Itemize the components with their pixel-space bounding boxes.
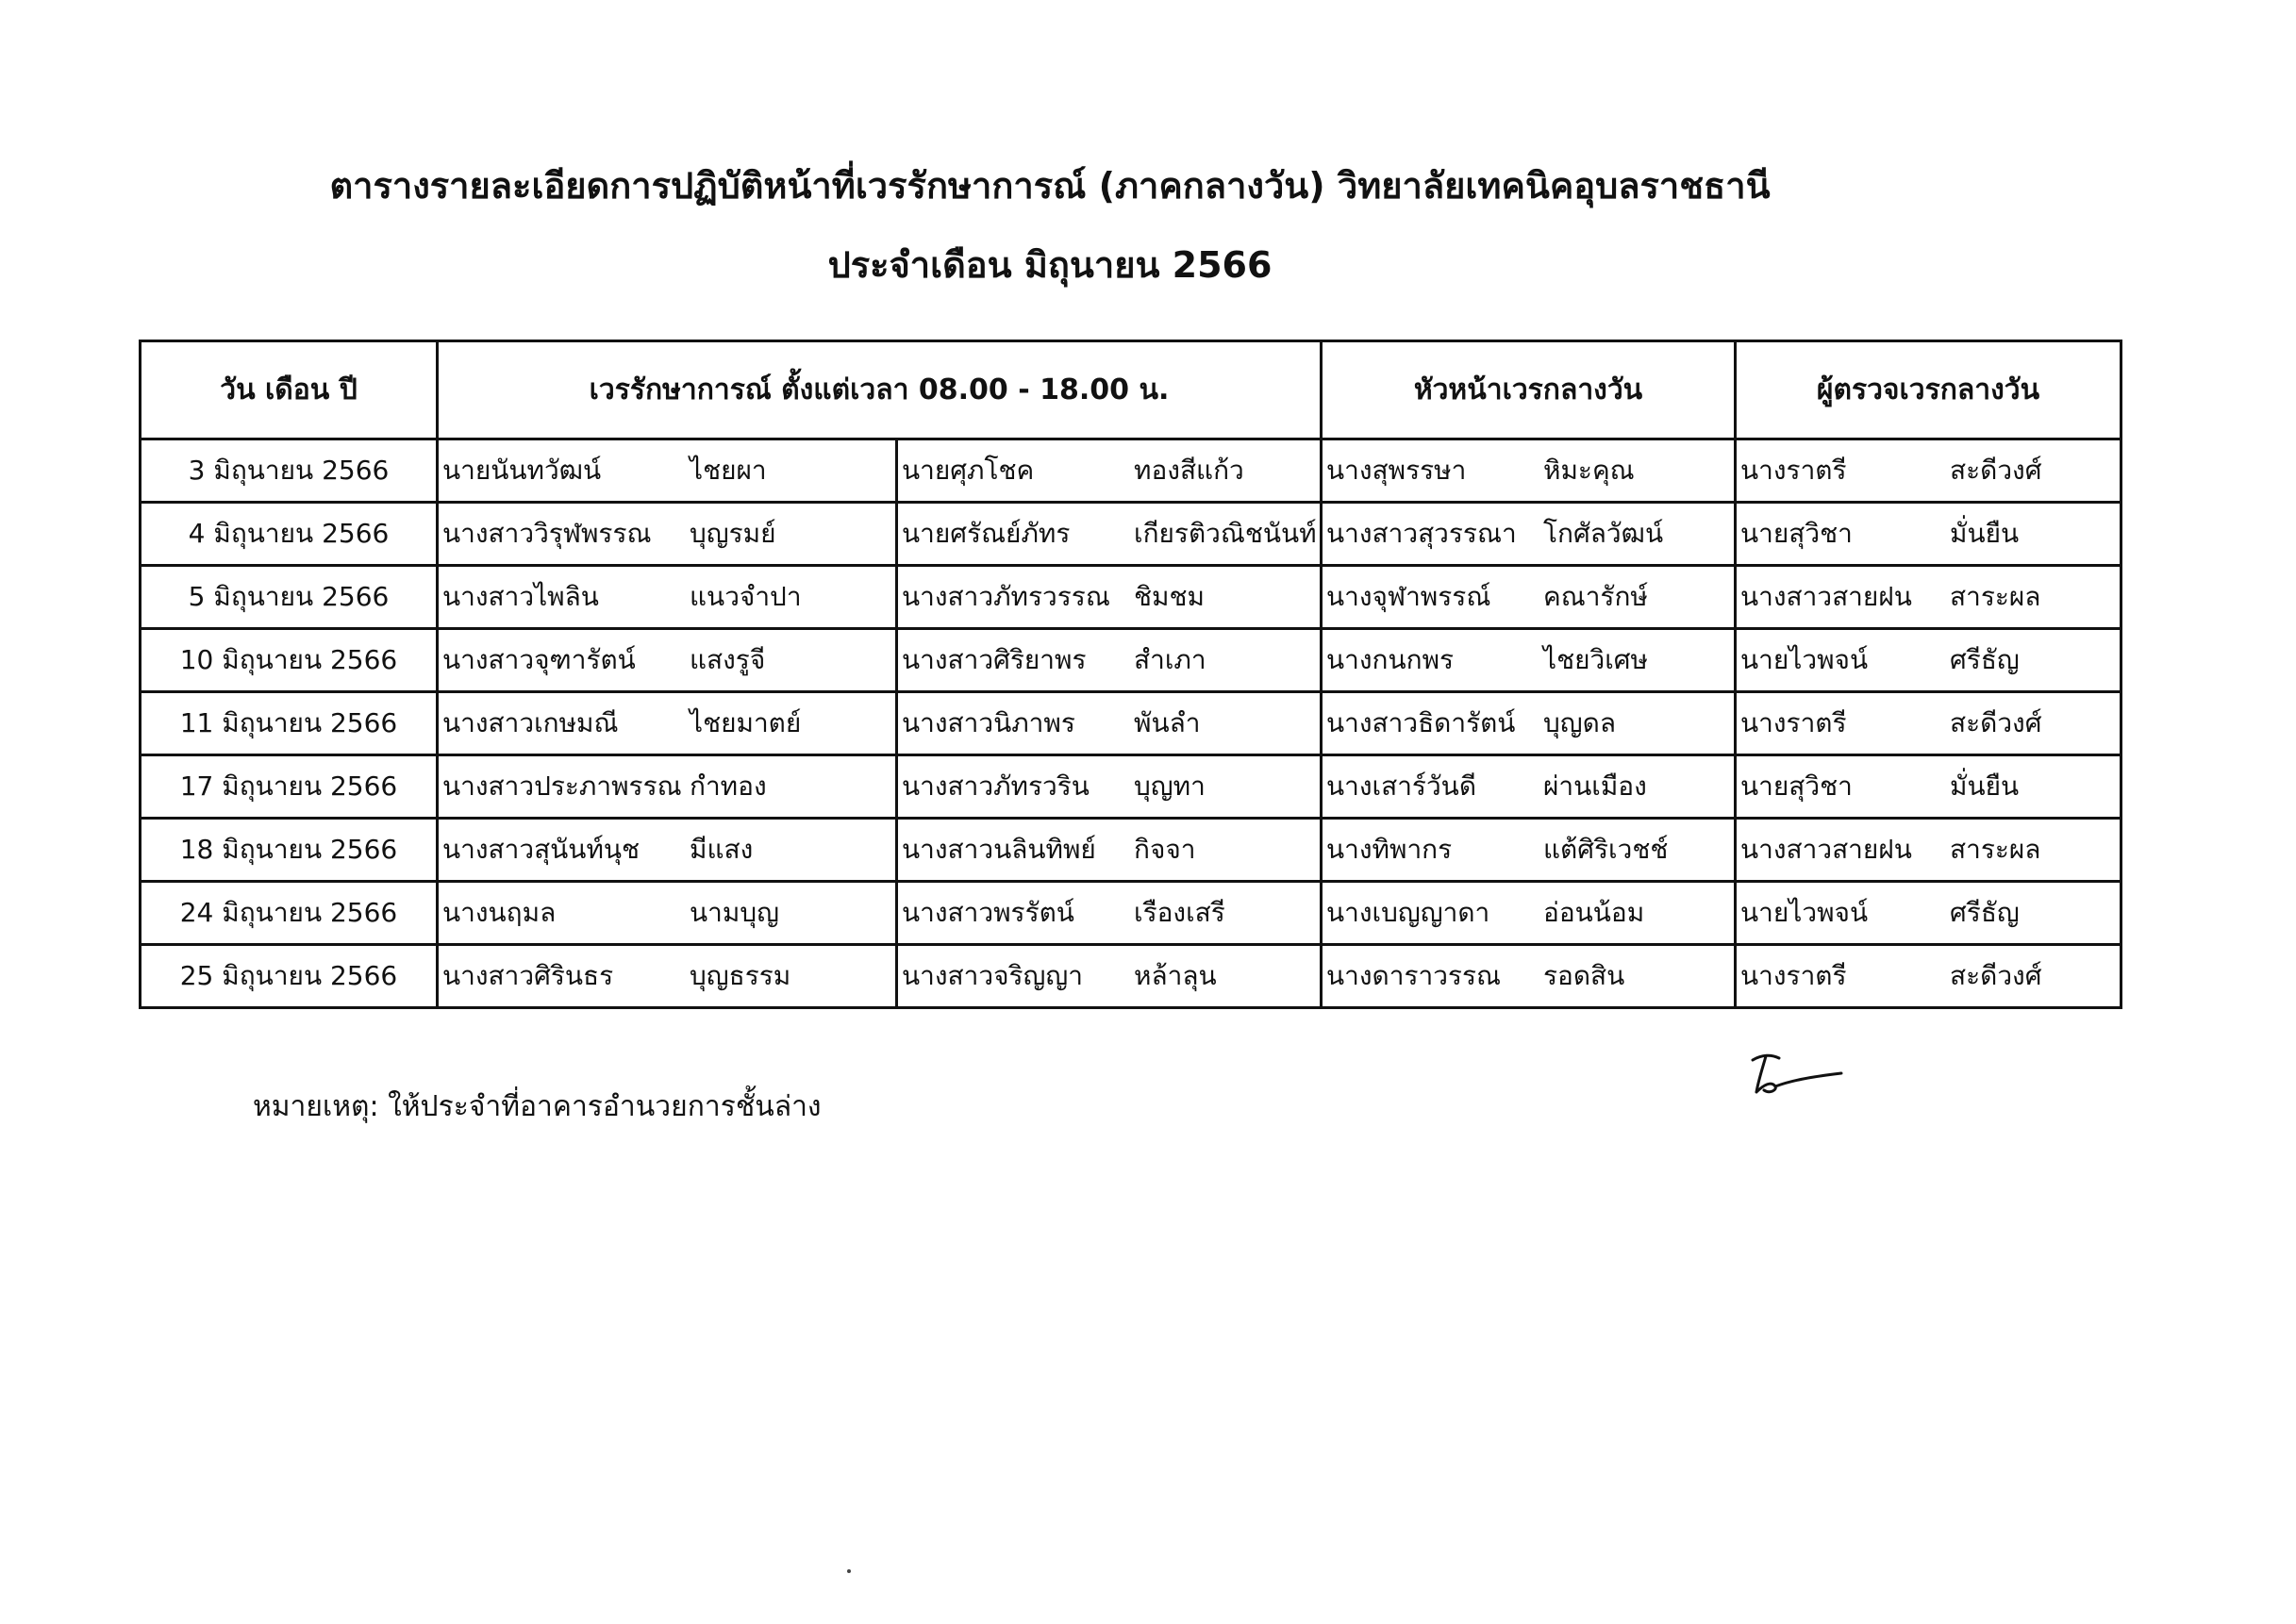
table-row [141,755,2121,819]
duty-person-2-cell [897,755,1322,819]
first-name: นางสาวภัทรวริน [902,771,1090,802]
duty-person-1 [439,883,895,943]
duty-person-2-cell [897,439,1322,503]
duty-person-1 [439,946,895,1006]
shift-inspector [1737,756,2120,817]
duty-person-2 [898,440,1320,501]
table-row [141,882,2121,945]
duty-person-1-cell [438,629,897,692]
shift-inspector [1737,504,2120,564]
first-name: นางสาวจริญญา [902,960,1083,991]
shift-inspector-cell [1736,882,2121,945]
first-name: นางสาวพรรัตน์ [902,897,1074,928]
duty-person-2-cell [897,503,1322,566]
first-name: นายศุภโชค [902,455,1035,486]
signature-mark [1743,1043,1847,1100]
shift-head-cell [1322,566,1736,629]
first-name: นางสาวประภาพรรณ [442,771,682,802]
shift-head-cell [1322,692,1736,755]
shift-head [1323,756,1734,817]
first-name: นางราตรี [1740,707,1847,738]
shift-head-cell [1322,629,1736,692]
last-name: สะดีวงศ์ [1950,707,2042,738]
last-name: เรืองเสรี [1134,897,1225,928]
first-name: นางทิพากร [1326,834,1453,865]
first-name: นายไวพจน์ [1740,644,1869,675]
duty-person-1 [439,567,895,627]
first-name: นางสาวภัทรวรรณ [902,581,1110,612]
last-name: ศรีธัญ [1950,644,2020,675]
duty-person-2 [898,883,1320,943]
first-name: นางสุพรรษา [1326,455,1467,486]
first-name: นางเบญญาดา [1326,897,1490,928]
first-name: นายสุวิชา [1740,518,1853,549]
shift-inspector-cell [1736,755,2121,819]
duty-person-1 [439,440,895,501]
shift-inspector-cell [1736,439,2121,503]
first-name: นางสาวธิดารัตน์ [1326,707,1516,738]
duty-person-1-cell [438,755,897,819]
shift-head-cell [1322,882,1736,945]
first-name: นางสาวสุนันท์นุช [442,834,641,865]
header-inspector: ผู้ตรวจเวรกลางวัน [1736,341,2121,439]
duty-person-1 [439,820,895,880]
duty-person-2 [898,504,1320,564]
shift-head [1323,630,1734,690]
shift-head-cell [1322,945,1736,1008]
shift-head [1323,567,1734,627]
last-name: ทองสีแก้ว [1134,455,1244,486]
first-name: นายสุวิชา [1740,771,1853,802]
last-name: สะดีวงศ์ [1950,960,2042,991]
shift-inspector [1737,820,2120,880]
last-name: สะดีวงศ์ [1950,455,2042,486]
first-name: นางสาวสายฝน [1740,834,1912,865]
table-row [141,692,2121,755]
first-name: นายนันทวัฒน์ [442,455,602,486]
document-subtitle: ประจำเดือน มิถุนายน 2566 [827,244,1273,286]
first-name: นางสาวศิริยาพร [902,644,1087,675]
shift-inspector [1737,693,2120,754]
shift-inspector-cell [1736,629,2121,692]
first-name: นางสาวนลินทิพย์ [902,834,1096,865]
date-cell: 24 มิถุนายน 2566 [141,882,438,945]
last-name: ชิมชม [1134,581,1205,612]
duty-person-1 [439,630,895,690]
footnote: หมายเหตุ: ให้ประจำที่อาคารอำนวยการชั้นล่าง [253,1090,822,1123]
shift-inspector-cell [1736,692,2121,755]
last-name: กำทอง [690,771,767,802]
first-name: นางสาวนิภาพร [902,707,1075,738]
last-name: คณารักษ์ [1543,581,1648,612]
first-name: นางสาวศิรินธร [442,960,614,991]
last-name: เกียรติวณิชนันท์ [1134,518,1317,549]
duty-person-2 [898,630,1320,690]
first-name: นางสาวสายฝน [1740,581,1912,612]
last-name: โกศัลวัฒน์ [1543,518,1664,549]
first-name: นางสาววิรุฬพรรณ [442,518,652,549]
duty-person-2 [898,693,1320,754]
table-row [141,503,2121,566]
shift-head-cell [1322,819,1736,882]
shift-head [1323,504,1734,564]
duty-person-1-cell [438,692,897,755]
last-name: ไชยผา [690,455,767,486]
shift-head [1323,946,1734,1006]
last-name: กิจจา [1134,834,1196,865]
last-name: หิมะคุณ [1543,455,1635,486]
table-header-row [141,341,2121,439]
shift-head-cell [1322,439,1736,503]
duty-person-2-cell [897,819,1322,882]
date-cell: 25 มิถุนายน 2566 [141,945,438,1008]
table-body [141,439,2121,1008]
scan-dot [847,1569,851,1573]
shift-inspector [1737,946,2120,1006]
header-head: หัวหน้าเวรกลางวัน [1322,341,1736,439]
shift-inspector-cell [1736,566,2121,629]
last-name: อ่อนน้อม [1543,897,1645,928]
last-name: บุญทา [1134,771,1206,802]
last-name: ไชยวิเศษ [1543,644,1649,675]
first-name: นางนฤมล [442,897,557,928]
shift-head-cell [1322,503,1736,566]
last-name: ศรีธัญ [1950,897,2020,928]
duty-roster-table [139,340,2122,1009]
table-row [141,629,2121,692]
duty-person-1 [439,756,895,817]
duty-person-1-cell [438,882,897,945]
first-name: นางราตรี [1740,455,1847,486]
shift-inspector [1737,567,2120,627]
table-row [141,819,2121,882]
table-row [141,566,2121,629]
last-name: รอดสิน [1543,960,1625,991]
duty-person-2-cell [897,945,1322,1008]
first-name: นางสาวไพลิน [442,581,599,612]
last-name: ผ่านเมือง [1543,771,1647,802]
shift-head [1323,820,1734,880]
last-name: แสงรูจี [690,644,766,675]
shift-inspector-cell [1736,503,2121,566]
shift-inspector [1737,630,2120,690]
duty-person-2 [898,756,1320,817]
duty-person-2-cell [897,692,1322,755]
document-title: ตารางรายละเอียดการปฏิบัติหน้าที่เวรรักษาการณ์ (ภาคกลางวัน) วิทยาลัยเทคนิคอุบลราชธานี [329,165,1771,207]
shift-inspector [1737,883,2120,943]
duty-person-1-cell [438,819,897,882]
date-cell: 11 มิถุนายน 2566 [141,692,438,755]
duty-person-2-cell [897,882,1322,945]
last-name: บุญธรรม [690,960,791,991]
date-cell: 10 มิถุนายน 2566 [141,629,438,692]
first-name: นางสาวจุฑารัตน์ [442,644,636,675]
first-name: นายไวพจน์ [1740,897,1869,928]
duty-person-1 [439,693,895,754]
first-name: นางเสาร์วันดี [1326,771,1477,802]
last-name: มีแสง [690,834,754,865]
last-name: มั่นยืน [1950,771,2020,802]
first-name: นางราตรี [1740,960,1847,991]
table-row [141,439,2121,503]
last-name: มั่นยืน [1950,518,2020,549]
first-name: นางจุฬาพรรณ์ [1326,581,1491,612]
last-name: บุญดล [1543,707,1616,738]
date-cell: 5 มิถุนายน 2566 [141,566,438,629]
first-name: นางสาวเกษมณี [442,707,619,738]
last-name: แนวจำปา [690,581,802,612]
table-row [141,945,2121,1008]
last-name: บุญรมย์ [690,518,776,549]
last-name: นามบุญ [690,897,779,928]
date-cell: 17 มิถุนายน 2566 [141,755,438,819]
duty-person-2 [898,946,1320,1006]
shift-head-cell [1322,755,1736,819]
date-cell: 18 มิถุนายน 2566 [141,819,438,882]
header-duty: เวรรักษาการณ์ ตั้งแต่เวลา 08.00 - 18.00 น. [438,341,1322,439]
shift-inspector-cell [1736,945,2121,1008]
first-name: นางสาวสุวรรณา [1326,518,1517,549]
last-name: ไชยมาตย์ [690,707,802,738]
date-cell: 4 มิถุนายน 2566 [141,503,438,566]
last-name: หล้าลุน [1134,960,1217,991]
shift-head [1323,440,1734,501]
duty-person-1-cell [438,566,897,629]
last-name: สำเภา [1134,644,1206,675]
duty-person-2 [898,820,1320,880]
duty-person-2-cell [897,566,1322,629]
shift-inspector-cell [1736,819,2121,882]
last-name: แต้ศิริเวชช์ [1543,834,1669,865]
duty-person-2 [898,567,1320,627]
shift-head [1323,693,1734,754]
duty-person-1-cell [438,945,897,1008]
first-name: นางดาราวรรณ [1326,960,1501,991]
date-cell: 3 มิถุนายน 2566 [141,439,438,503]
header-date: วัน เดือน ปี [141,341,438,439]
last-name: พันลำ [1134,707,1201,738]
shift-inspector [1737,440,2120,501]
duty-person-2-cell [897,629,1322,692]
first-name: นายศรัณย์ภัทร [902,518,1071,549]
duty-person-1-cell [438,439,897,503]
duty-person-1-cell [438,503,897,566]
last-name: สาระผล [1950,834,2041,865]
last-name: สาระผล [1950,581,2041,612]
duty-person-1 [439,504,895,564]
shift-head [1323,883,1734,943]
first-name: นางกนกพร [1326,644,1455,675]
